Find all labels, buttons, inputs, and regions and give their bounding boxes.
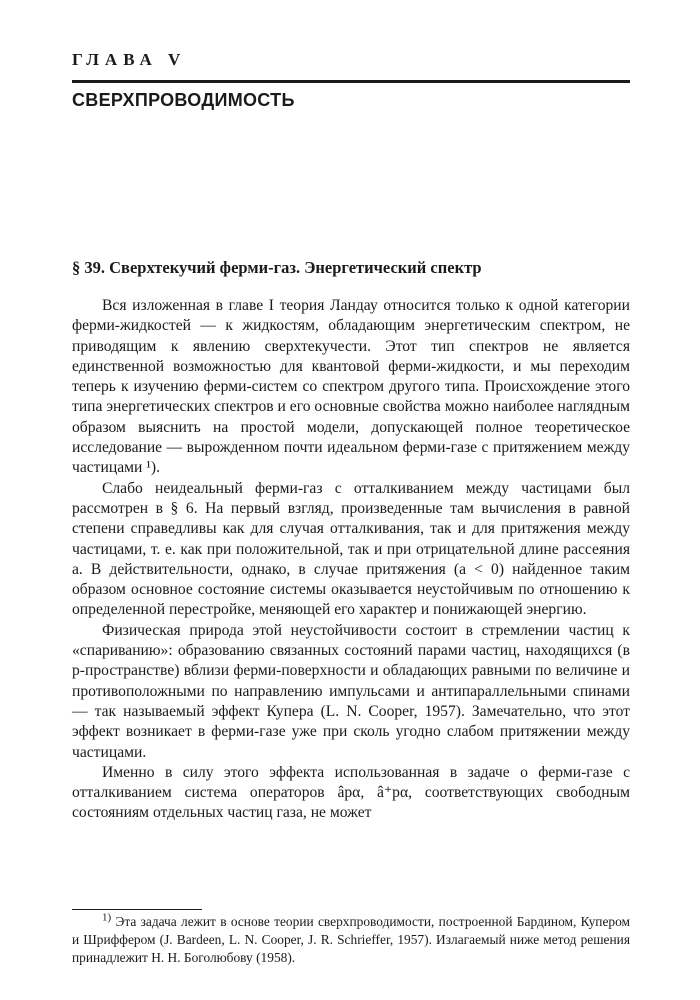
footnote-marker: 1) [102,911,112,924]
section-title: § 39. Сверхтекучий ферми-газ. Энергетический спектр [72,258,482,277]
body-text [72,296,630,824]
paragraph-2: Слабо неидеальный ферми-газ с отталкиванием между частицами был рассмотрен в § 6. На первый взгляд, произведенные там вычисления в равной степени справедливы как для случая отталкивания, так и для притяжения между частицами, т. е. как при положительной, так и при отрицательной длине рассеяния a. В действительности, однако, в случае притяжения (a < 0) найденное таким образом основное состояние системы оказывается неустойчивым по отношению к определенной перестройке, меняющей его характер и понижающей энергию. [72,479,630,619]
footnote-text: Эта задача лежит в основе теории сверхпроводимости, построенной Бардином, Купером и Шриффером (J. Bardeen, L. N. Cooper, J. R. Schrieffer, 1957). Излагаемый ниже метод решения принадлежит Н. Н. Боголюбову (1958). [72,914,631,965]
paragraph-1: Вся изложенная в главе I теория Ландау относится только к одной категории ферми-жидкостей — к жидкостям, обладающим энергетическим спектром, не приводящим к явлению сверхтекучести. Этот тип спектров не является единственной возможностью для квантовой ферми-жидкости, и мы переходим теперь к изучению ферми-систем со спектром другого типа. Происхождение этого типа энергетических спектров и его основные свойства можно наиболее наглядным образом выяснить на простой модели, допускающей полное теоретическое исследование — вырожденном почти идеальном ферми-газе с притяжением между частицами ¹). [72,297,630,477]
paragraph-3: Физическая природа этой неустойчивости состоит в стремлении частиц к «спариванию»: образованию связанных состояний парами частиц, находящихся (в p-пространстве) вблизи ферми-поверхности и обладающих равными по величине и противоположными по направлению импульсами и антипараллельными спинами — так называемый эффект Купера (L. N. Cooper, 1957). Замечательно, что этот эффект возникает в ферми-газе уже при сколь угодно слабом притяжении между частицами. [72,621,630,761]
chapter-label: ГЛАВА V [72,50,187,69]
footnote [72,913,630,967]
chapter-title: СВЕРХПРОВОДИМОСТЬ [72,90,295,110]
chapter-rule [72,80,630,83]
footnote-rule [72,909,202,910]
paragraph-4: Именно в силу этого эффекта использованная в задаче о ферми-газе с отталкиванием система операторов âpα, â⁺pα, соответствующих свободным состояниям отдельных частиц газа, не может [72,763,630,822]
